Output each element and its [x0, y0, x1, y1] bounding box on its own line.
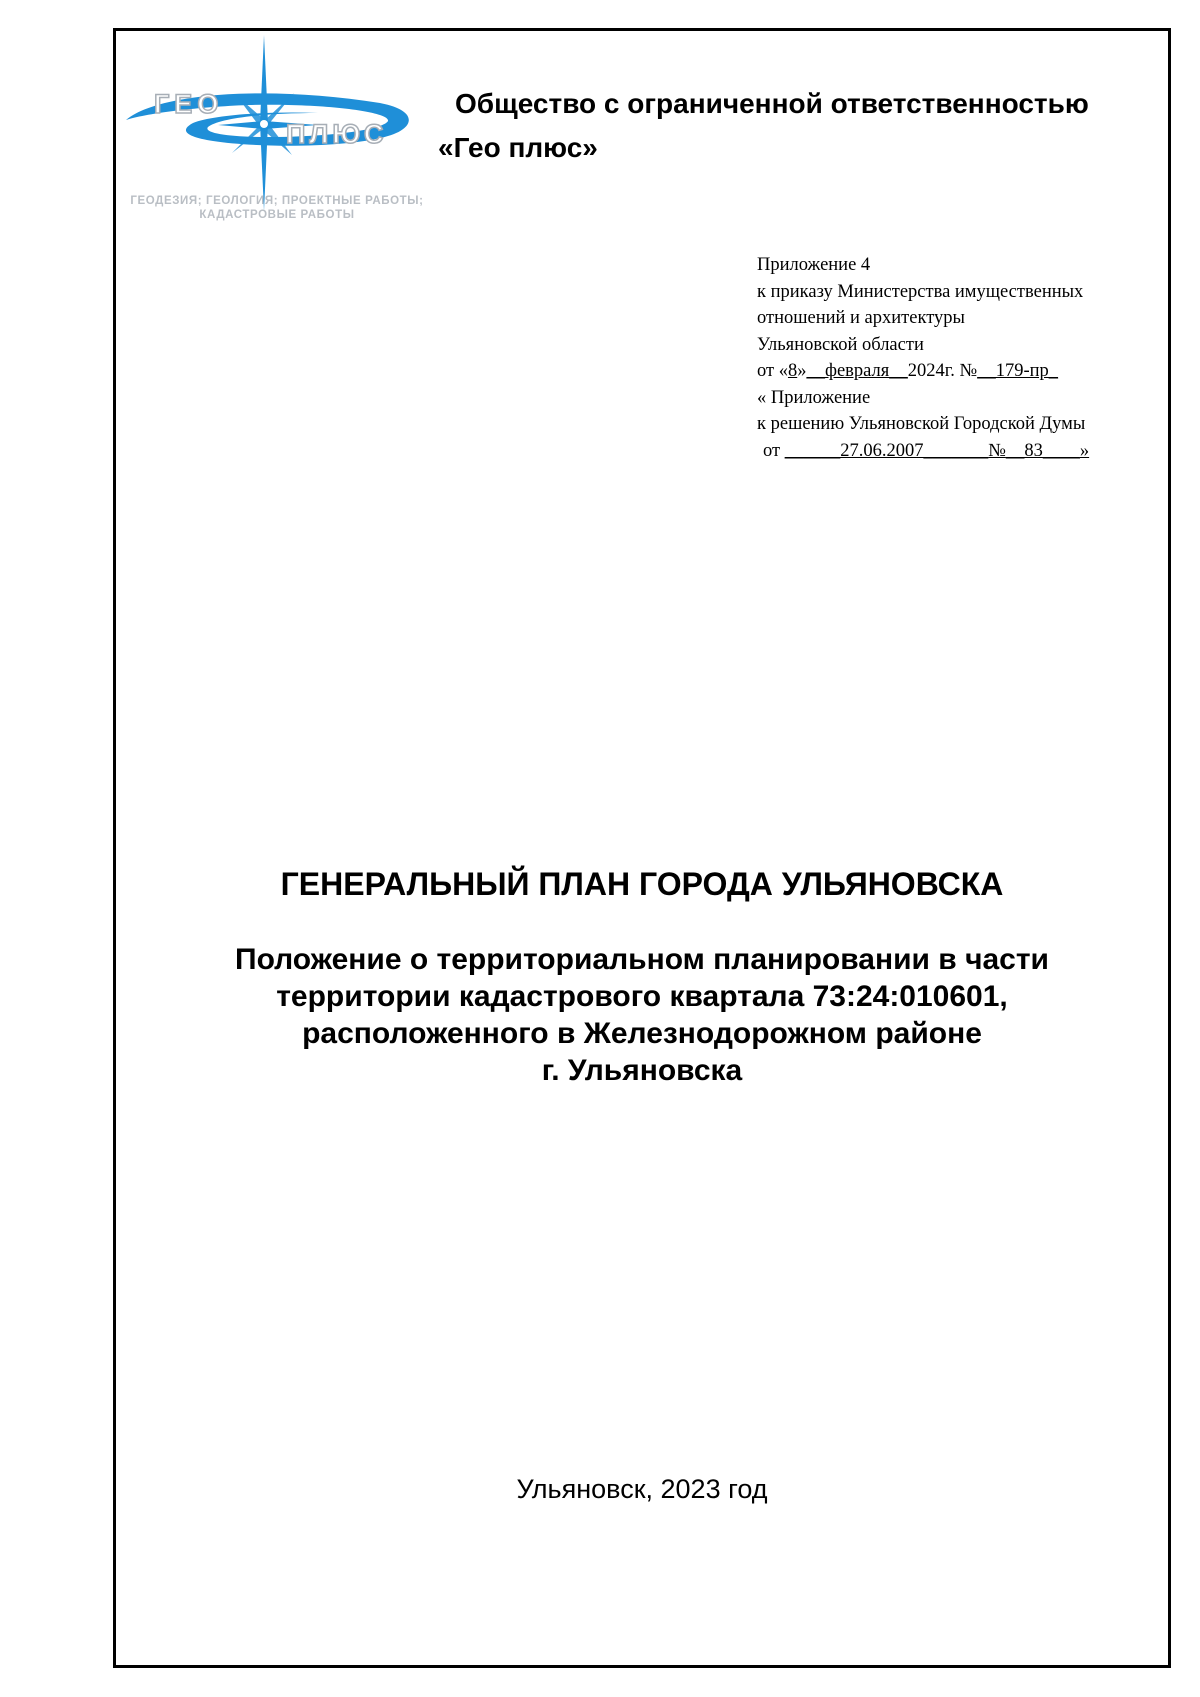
- document-subtitle: [113, 941, 1171, 1089]
- order-day-close: »: [797, 361, 807, 381]
- order-month: __февраля__: [806, 361, 908, 381]
- appendix-block: [757, 252, 1089, 464]
- appendix-line7: к решению Ульяновской Городской Думы: [757, 414, 1086, 434]
- order-year: 2024г. №: [907, 361, 978, 381]
- place-and-year: Ульяновск, 2023 год: [516, 1474, 768, 1504]
- appendix-line6: « Приложение: [757, 387, 871, 408]
- logo-caption: [118, 194, 436, 222]
- decision-date: ______27.06.2007_______: [784, 440, 989, 461]
- subtitle-line3: расположенного в Железнодорожном районе: [302, 1017, 982, 1050]
- decision-close: »: [1079, 440, 1090, 461]
- appendix-line3: отношений и архитектуры: [757, 308, 965, 328]
- appendix-line1: Приложение 4: [757, 255, 871, 275]
- organization-name-line2: «Гео плюс»: [438, 132, 598, 163]
- decision-prefix: от: [763, 440, 781, 461]
- decision-no: №: [988, 440, 1006, 461]
- decision-number: __83____: [1005, 440, 1080, 461]
- logo-word-bottom: ПЛЮС: [286, 119, 388, 149]
- order-number: __179-пр_: [977, 361, 1058, 381]
- logo-word-top: ГЕО: [154, 89, 224, 119]
- order-prefix: от «: [757, 361, 788, 381]
- subtitle-line2: территории кадастрового квартала 73:24:010601,: [276, 980, 1008, 1013]
- appendix-line4: Ульяновской области: [757, 334, 924, 355]
- order-day: 8: [787, 361, 798, 381]
- logo-caption-line1: ГЕОДЕЗИЯ; ГЕОЛОГИЯ; ПРОЕКТНЫЕ РАБОТЫ;: [130, 195, 424, 207]
- subtitle-line4: г. Ульяновска: [541, 1054, 743, 1087]
- decision-reference-line: [757, 438, 1089, 465]
- order-reference-line: [757, 358, 1089, 385]
- organization-name-line1: Общество с ограниченной ответственностью: [455, 88, 1089, 119]
- document-title: ГЕНЕРАЛЬНЫЙ ПЛАН ГОРОДА УЛЬЯНОВСКА: [280, 866, 1004, 902]
- subtitle-line1: Положение о территориальном планировании в части: [235, 943, 1049, 976]
- appendix-line2: к приказу Министерства имущественных: [757, 281, 1084, 302]
- logo-caption-line2: КАДАСТРОВЫЕ РАБОТЫ: [199, 209, 355, 221]
